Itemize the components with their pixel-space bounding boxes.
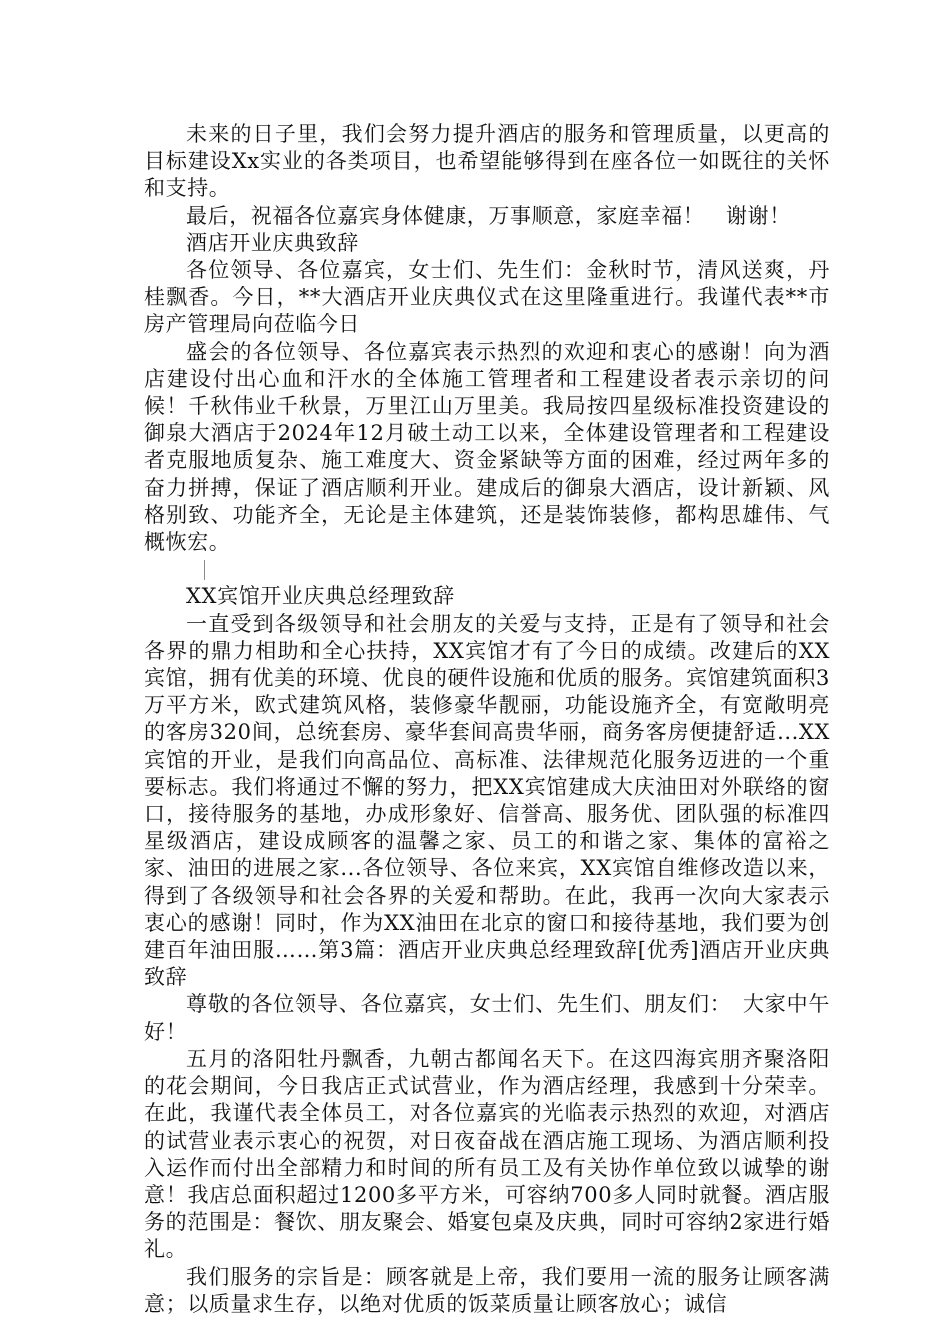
paragraph-blessing: 最后，祝福各位嘉宾身体健康，万事顺意，家庭幸福！ 谢谢！ xyxy=(186,203,791,228)
section-title-hotel-opening: 酒店开业庆典致辞 xyxy=(186,230,359,255)
text-cursor-line xyxy=(144,556,830,583)
document-body xyxy=(144,121,830,1318)
paragraph-luoyang-opening: 五月的洛阳牡丹飘香，九朝古都闻名天下。在这四海宾朋齐聚洛阳的花会期间，今日我店正式试营业，作为酒店经理，我感到十分荣幸。在此，我谨代表全体员工，对各位嘉宾的光临表示热烈的欢迎，对酒店的试营业表示衷心的祝贺，对日夜奋战在酒店施工现场、为酒店顺利投入运作而付出全部精力和时间的所有员工及有关协作单位致以诚挚的谢意！我店总面积超过1200多平方米，可容纳700多人同时就餐。酒店服务的范围是：餐饮、朋友聚会、婚宴包桌及庆典，同时可容纳2家进行婚礼。 xyxy=(144,1046,830,1262)
paragraph-guesthouse-intro: 一直受到各级领导和社会朋友的关爱与支持，正是有了领导和社会各界的鼎力相助和全心扶持，XX宾馆才有了今日的成绩。改建后的XX宾馆，拥有优美的环境、优良的硬件设施和优质的服务。宾馆建筑面积3万平方米，欧式建筑风格，装修豪华靓丽，功能设施齐全，有宽敞明亮的客房320间，总统套房、豪华套间高贵华丽，商务客房便捷舒适...XX宾馆的开业，是我们向高品位、高标准、法律规范化服务迈进的一个重要标志。我们将通过不懈的努力，把XX宾馆建成大庆油田对外联络的窗口，接待服务的基地，办成形象好、信誉高、服务优、团队强的标准四星级酒店，建设成顾客的温馨之家、员工的和谐之家、集体的富裕之家、油田的进展之家...各位领导、各位来宾，XX宾馆自维修改造以来，得到了各级领导和社会各界的关爱和帮助。在此，我再一次向大家表示衷心的感谢！同时，作为XX油田在北京的窗口和接待基地，我们要为创建百年油田服……第3篇：酒店开业庆典总经理致辞[优秀]酒店开业庆典致辞 xyxy=(144,611,830,990)
paragraph-salutation: 尊敬的各位领导、各位嘉宾，女士们、先生们、朋友们： 大家中午好！ xyxy=(144,992,830,1044)
section-title-gm-speech: XX宾馆开业庆典总经理致辞 xyxy=(186,584,455,609)
paragraph-welcome-thanks: 盛会的各位领导、各位嘉宾表示热烈的欢迎和衷心的感谢！向为酒店建设付出心血和汗水的全体施工管理者和工程建设者表示亲切的问候！千秋伟业千秋景，万里江山万里美。我局按四星级标准投资建设的御泉大酒店于2024年12月破土动工以来，全体建设管理者和工程建设者克服地质复杂、施工难度大、资金紧缺等方面的困难，经过两年多的奋力拼搏，保证了酒店顺利开业。建成后的御泉大酒店，设计新颖、风格别致、功能齐全，无论是主体建筑，还是装饰装修，都构思雄伟、气概恢宏。 xyxy=(144,339,830,555)
paragraph-closing-hopes: 未来的日子里，我们会努力提升酒店的服务和管理质量，以更高的目标建设Xx实业的各类项目，也希望能够得到在座各位一如既往的关怀和支持。 xyxy=(144,122,830,201)
paragraph-service-purpose: 我们服务的宗旨是：顾客就是上帝，我们要用一流的服务让顾客满意；以质量求生存，以绝对优质的饭菜质量让顾客放心；诚信 xyxy=(144,1264,830,1316)
paragraph-greeting: 各位领导、各位嘉宾，女士们、先生们：金秋时节，清风送爽，丹桂飘香。今日，**大酒店开业庆典仪式在这里隆重进行。我谨代表**市房产管理局向莅临今日 xyxy=(144,258,830,337)
text-cursor xyxy=(204,560,205,580)
